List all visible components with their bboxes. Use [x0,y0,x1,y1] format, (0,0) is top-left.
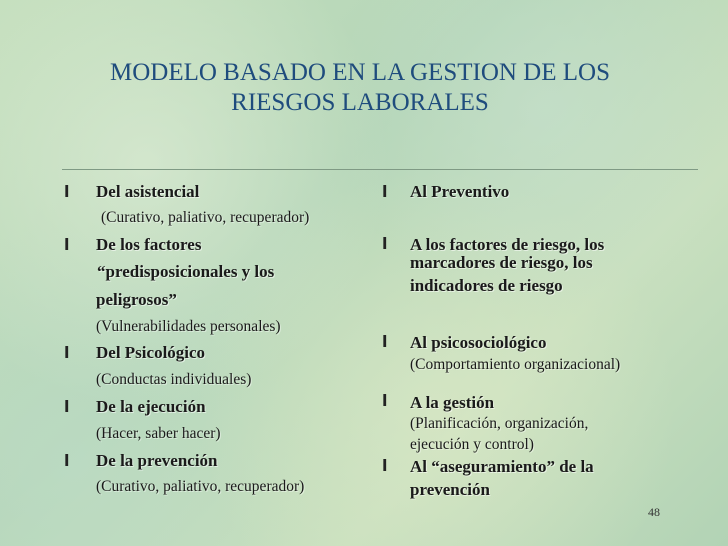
title-divider [62,169,698,170]
left-item-2-heading: De los factores [96,235,202,254]
left-item-3-detail: (Conductas individuales) [96,371,252,388]
right-item-5-heading: Al “aseguramiento” de la [410,457,594,476]
left-item-5-heading: De la prevención [96,451,218,470]
right-item-4-heading: A la gestión [410,393,495,412]
page-number: 48 [648,505,660,519]
bullet-icon: l [382,332,388,351]
slide-title [30,58,690,118]
left-item-4-heading: De la ejecución [96,397,206,416]
bullet-icon: l [64,235,70,254]
left-item-4-detail: (Hacer, saber hacer) [96,425,221,442]
bullet-icon: l [64,397,70,416]
right-item-2-heading: A los factores de riesgo, los [410,235,605,254]
left-item-2-heading-line-3: peligrosos” [96,290,177,309]
right-item-3-detail: (Comportamiento organizacional) [410,356,621,373]
bullet-icon: l [382,182,388,201]
bullet-icon: l [382,456,388,475]
bullet-icon: l [382,234,388,253]
bullet-icon: l [382,391,388,410]
right-item-2-heading-line-3: indicadores de riesgo [410,276,563,295]
left-item-2-detail: (Vulnerabilidades personales) [96,318,281,335]
bullet-icon: l [64,343,70,362]
left-item-1-heading: Del asistencial [96,182,200,201]
bullet-icon: l [64,451,70,470]
right-item-3-heading: Al psicosociológico [410,333,547,352]
right-item-4-detail: (Planificación, organización, [410,415,589,432]
left-item-1-detail: (Curativo, paliativo, recuperador) [101,209,310,226]
title-line-1: MODELO BASADO EN LA GESTION DE LOS [110,59,610,86]
right-item-2-heading-line-2: marcadores de riesgo, los [410,253,593,272]
right-item-1-heading: Al Preventivo [410,182,510,201]
left-item-2-heading-line-2: “predisposicionales y los [97,262,275,281]
left-item-5-detail: (Curativo, paliativo, recuperador) [96,478,305,495]
left-item-3-heading: Del Psicológico [96,343,206,362]
title-line-2: RIESGOS LABORALES [231,89,489,116]
right-item-4-detail-line-2: ejecución y control) [410,436,534,453]
bullet-icon: l [64,182,70,201]
right-item-5-heading-line-2: prevención [410,480,490,499]
